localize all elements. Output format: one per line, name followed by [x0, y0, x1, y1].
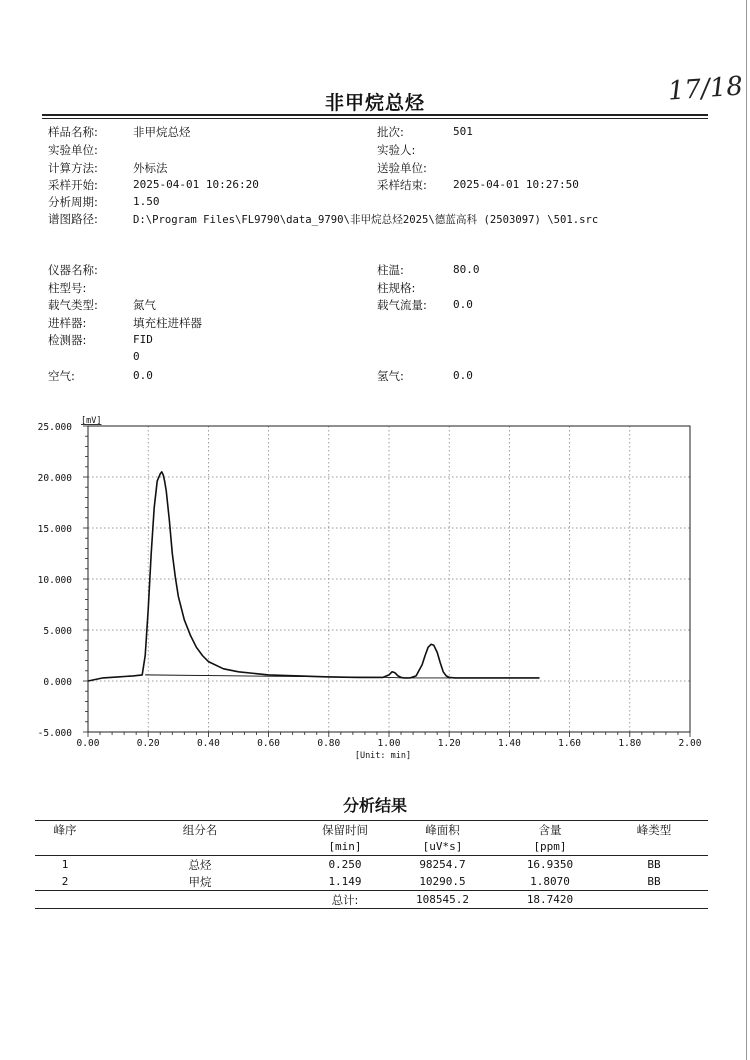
unit-peak-no [35, 838, 95, 856]
total-content: 18.7420 [500, 891, 600, 909]
peak-area: 98254.7 [419, 858, 466, 871]
chromatogram-svg [0, 408, 750, 760]
injector-label: 进样器: [48, 316, 87, 330]
peak-type: BB [647, 858, 661, 871]
header-content: 含量 [500, 821, 600, 839]
header-component: 组分名 [95, 821, 305, 839]
title-rule-thick [42, 114, 708, 116]
sampling-end-label: 采样结束: [377, 178, 427, 192]
x-tick-label: 1.60 [558, 738, 582, 749]
x-tick-label: 1.40 [497, 738, 521, 749]
lab-label: 实验单位: [48, 143, 98, 157]
analysis-period-value: 1.50 [133, 195, 160, 208]
batch-label: 批次: [377, 125, 404, 139]
column-model-label: 柱型号: [48, 281, 87, 295]
y-tick-label: 10.000 [37, 575, 72, 586]
y-tick-label: 0.000 [43, 677, 72, 688]
carrier-flow-label: 载气流量: [377, 298, 427, 312]
peak-type: BB [647, 875, 661, 888]
table-row [35, 856, 708, 874]
peak-no: 1 [61, 858, 69, 871]
x-tick-label: 1.00 [377, 738, 401, 749]
table-row [35, 873, 708, 891]
calc-method-value: 外标法 [133, 161, 168, 175]
unit-retention-time: [min] [305, 838, 385, 856]
total-row [35, 891, 708, 909]
detector-value: FID [133, 333, 153, 346]
total-label: 总计: [305, 891, 385, 909]
hydrogen-label: 氢气: [377, 369, 404, 383]
header-peak-area: 峰面积 [385, 821, 500, 839]
analysis-period-label: 分析周期: [48, 195, 98, 209]
content-value: 1.8070 [530, 875, 570, 888]
detector-value-2: 0 [133, 350, 140, 363]
chromatogram-chart [0, 408, 750, 760]
results-header-row [35, 821, 708, 839]
component-name: 总烃 [188, 857, 212, 872]
x-tick-label: 0.40 [196, 738, 220, 749]
carrier-gas-label: 载气类型: [48, 298, 98, 312]
x-tick-label: 0.60 [257, 738, 281, 749]
chart-series [88, 472, 540, 681]
title-rule-thin [42, 118, 708, 119]
y-tick-label: 15.000 [37, 524, 72, 535]
page-title: 非甲烷总烃 [324, 92, 425, 114]
air-value: 0.0 [133, 369, 153, 382]
spectrum-path-label: 谱图路径: [48, 212, 98, 226]
instrument-label: 仪器名称: [48, 263, 98, 277]
peak-area: 10290.5 [419, 875, 466, 888]
sample-name-label: 样品名称: [48, 125, 98, 139]
calc-method-label: 计算方法: [48, 161, 98, 175]
x-axis-label: [Unit: min] [354, 751, 412, 760]
y-tick-label: 5.000 [43, 626, 72, 637]
injector-value: 填充柱进样器 [133, 316, 202, 330]
component-name: 甲烷 [188, 874, 212, 889]
carrier-gas-value: 氮气 [133, 298, 156, 312]
chart-labels [38, 416, 702, 760]
total-area: 108545.2 [385, 891, 500, 909]
retention-time: 0.250 [328, 858, 362, 871]
retention-time: 1.149 [328, 875, 362, 888]
batch-value: 501 [453, 125, 473, 138]
unit-peak-area: [uV*s] [385, 838, 500, 856]
x-tick-label: 0.80 [317, 738, 341, 749]
air-label: 空气: [48, 369, 75, 383]
detector-label: 检测器: [48, 333, 87, 347]
submitter-label: 送验单位: [377, 161, 427, 175]
results-table [35, 820, 708, 909]
chart-axes [83, 426, 690, 737]
y-tick-label: 20.000 [37, 473, 72, 484]
peak-no: 2 [61, 875, 69, 888]
hydrogen-value: 0.0 [453, 369, 473, 382]
chart-grid [88, 426, 690, 732]
y-tick-label: -5.000 [37, 728, 72, 739]
header-peak-no: 峰序 [35, 821, 95, 839]
unit-component [95, 838, 305, 856]
y-axis-label: [mV] [81, 416, 102, 426]
spectrum-path-value: D:\Program Files\FL9790\data_9790\非甲烷总烃2025\德蓝高科 (2503097) \501.src [133, 214, 599, 226]
results-title: 分析结果 [342, 796, 407, 815]
sample-name-value: 非甲烷总烃 [133, 125, 191, 139]
unit-peak-type [600, 838, 708, 856]
sampling-start-label: 采样开始: [48, 178, 98, 192]
header-retention-time: 保留时间 [305, 821, 385, 839]
column-spec-label: 柱规格: [377, 281, 416, 295]
column-temp-label: 柱温: [377, 263, 404, 277]
unit-content: [ppm] [500, 838, 600, 856]
x-tick-label: 0.00 [76, 738, 100, 749]
content-value: 16.9350 [526, 858, 574, 871]
sampling-end-value: 2025-04-01 10:27:50 [453, 178, 579, 191]
header-peak-type: 峰类型 [600, 821, 708, 839]
x-tick-label: 1.80 [618, 738, 642, 749]
sampling-start-value: 2025-04-01 10:26:20 [133, 178, 259, 191]
x-tick-label: 1.20 [437, 738, 461, 749]
handwritten-page-note: 17/18 [667, 71, 744, 107]
experimenter-label: 实验人: [377, 143, 416, 157]
y-tick-label: 25.000 [37, 422, 72, 433]
x-tick-label: 0.20 [136, 738, 160, 749]
x-tick-label: 2.00 [678, 738, 702, 749]
carrier-flow-value: 0.0 [453, 298, 473, 311]
column-temp-value: 80.0 [453, 263, 480, 276]
chromatogram-trace [88, 472, 540, 681]
results-units-row [35, 838, 708, 856]
